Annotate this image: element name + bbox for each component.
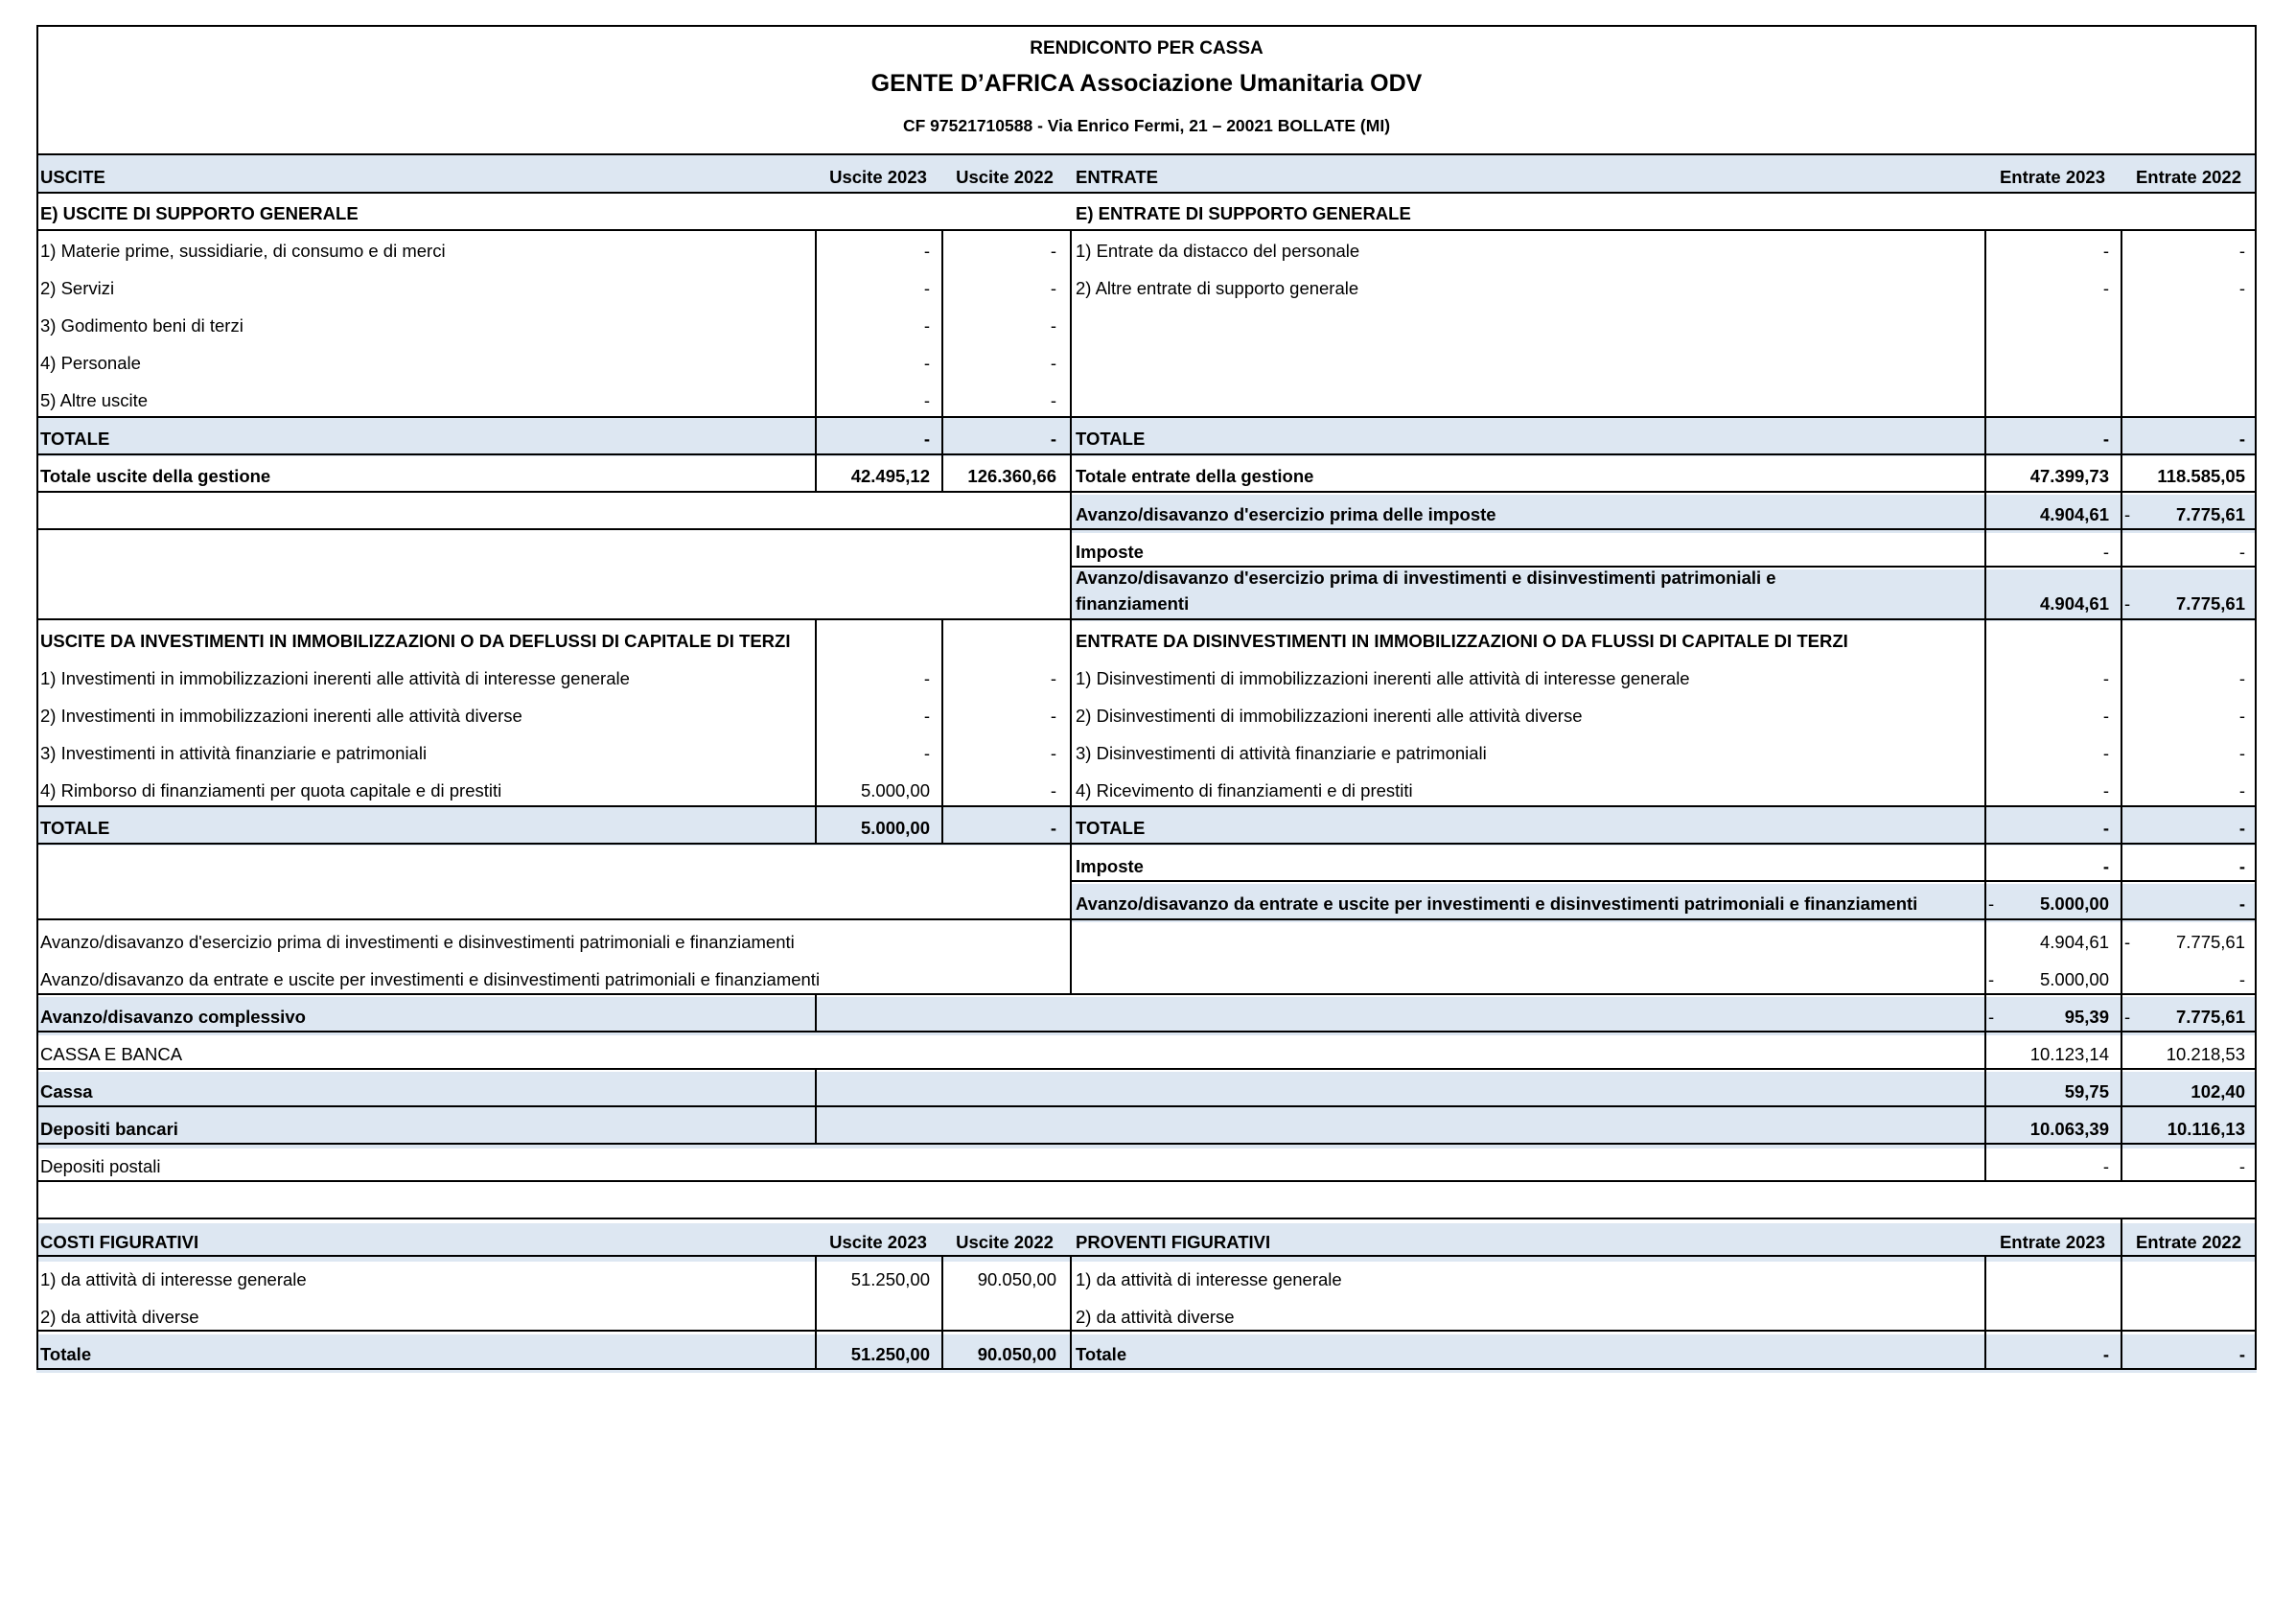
border-bottom xyxy=(36,1368,2257,1370)
e-uscite-item-2-2023: - xyxy=(923,278,930,298)
figurativi-entrate-2023-header: Entrate 2023 xyxy=(1999,1232,2106,1252)
costi-fig-item-2-label: 2) da attività diverse xyxy=(40,1307,199,1327)
inv-entrate-item-1-2023: - xyxy=(2102,668,2109,688)
e-uscite-item-1-2023: - xyxy=(923,241,930,261)
rule-under-totale-inv xyxy=(36,843,2257,845)
band-totale-e xyxy=(36,418,2257,456)
riepilogo-row-1-label: Avanzo/disavanzo d'esercizio prima di investimenti e disinvestimenti patrimoniali e finanziamenti xyxy=(40,932,795,952)
e-uscite-item-5-2022: - xyxy=(1050,390,1056,410)
e-entrate-totale-2023: - xyxy=(2102,429,2109,449)
riepilogo-row-1-2022: 7.775,61 xyxy=(2175,932,2245,952)
avanzo-complessivo-2022: 7.775,61 xyxy=(2175,1007,2245,1027)
rule-under-depositi-bancari xyxy=(36,1143,2257,1145)
cassa-banca-2023: 10.123,14 xyxy=(2029,1044,2109,1064)
avanzo-complessivo-label: Avanzo/disavanzo complessivo xyxy=(40,1007,306,1027)
costi-fig-totale-2023: 51.250,00 xyxy=(850,1344,930,1364)
e-uscite-item-5-2023: - xyxy=(923,390,930,410)
inv-uscite-item-3-2022: - xyxy=(1050,743,1056,763)
inv-entrate-item-2-2023: - xyxy=(2102,706,2109,726)
inv-uscite-item-2-2023: - xyxy=(923,706,930,726)
costi-fig-item-1-2023: 51.250,00 xyxy=(850,1269,930,1289)
avanzo-investimenti-2023-sign: - xyxy=(1988,893,1995,914)
rule-above-totale-inv xyxy=(36,805,2257,807)
cassa-label: Cassa xyxy=(40,1081,93,1102)
inv-uscite-item-3-2023: - xyxy=(923,743,930,763)
col-sep-3-e xyxy=(1070,1255,1072,1370)
col-sep-2-b xyxy=(941,618,943,844)
border-top xyxy=(36,25,2257,27)
organization-name: GENTE D’AFRICA Associazione Umanitaria ODV xyxy=(870,70,1423,97)
avanzo-investimenti-2022: - xyxy=(2238,893,2245,914)
avanzo-prima-imposte-2022: 7.775,61 xyxy=(2175,504,2245,524)
riepilogo-row-2-2022: - xyxy=(2238,969,2245,989)
inv-entrate-item-3-2023: - xyxy=(2102,743,2109,763)
depositi-postali-label: Depositi postali xyxy=(40,1156,161,1176)
riepilogo-row-2-2023: 5.000,00 xyxy=(2039,969,2109,989)
col-sep-2-e xyxy=(941,1255,943,1370)
rule-under-title xyxy=(36,153,2257,155)
riepilogo-row-1-2023: 4.904,61 xyxy=(2039,932,2109,952)
section-e-uscite-title: E) USCITE DI SUPPORTO GENERALE xyxy=(40,203,359,223)
rule-under-avanzo-imposte xyxy=(36,528,2257,530)
col-sep-1-b xyxy=(815,618,817,844)
report-title: RENDICONTO PER CASSA xyxy=(1030,38,1263,58)
rule-above-complessivo xyxy=(36,993,2257,995)
band-cassa xyxy=(36,1072,2257,1110)
costi-fig-totale-label: Totale xyxy=(40,1344,92,1364)
e-uscite-totale-2023: - xyxy=(923,429,930,449)
avanzo-prima-investimenti-label-2: finanziamenti xyxy=(1076,593,1190,614)
imposte-gestione-label: Imposte xyxy=(1076,542,1144,562)
col-uscite: USCITE xyxy=(40,167,105,187)
col-uscite-2023: Uscite 2023 xyxy=(829,167,927,187)
col-sep-4-c xyxy=(1984,918,1986,1181)
rule-above-totale-e xyxy=(36,416,2257,418)
e-uscite-totale-label: TOTALE xyxy=(40,429,110,449)
inv-uscite-item-4-2023: 5.000,00 xyxy=(860,780,930,800)
depositi-bancari-2022: 10.116,13 xyxy=(2167,1119,2245,1139)
cassa-banca-2022: 10.218,53 xyxy=(2166,1044,2245,1064)
e-uscite-totale-2022: - xyxy=(1050,429,1056,449)
organization-address: CF 97521710588 - Via Enrico Fermi, 21 – 20021 BOLLATE (MI) xyxy=(902,116,1391,135)
costi-figurativi-title: COSTI FIGURATIVI xyxy=(40,1232,199,1252)
proventi-fig-item-1-label: 1) da attività di interesse generale xyxy=(1076,1269,1342,1289)
e-uscite-item-3-label: 3) Godimento beni di terzi xyxy=(40,315,243,336)
depositi-postali-2023: - xyxy=(2102,1156,2109,1176)
inv-uscite-totale-2022: - xyxy=(1050,818,1056,838)
inv-entrate-item-1-2022: - xyxy=(2238,668,2245,688)
col-sep-2-a xyxy=(941,229,943,492)
e-uscite-item-2-2022: - xyxy=(1050,278,1056,298)
avanzo-complessivo-2022-sign: - xyxy=(2124,1007,2131,1027)
inv-uscite-totale-label: TOTALE xyxy=(40,818,110,838)
inv-entrate-item-4-label: 4) Ricevimento di finanziamenti e di prestiti xyxy=(1076,780,1413,800)
rule-under-depositi-postali xyxy=(36,1180,2257,1182)
imposte-gestione-2022: - xyxy=(2238,542,2245,562)
cassa-2022: 102,40 xyxy=(2191,1081,2245,1102)
col-sep-1-a xyxy=(815,229,817,492)
rule-under-cassa xyxy=(36,1105,2257,1107)
col-sep-5-c xyxy=(2121,918,2122,1181)
totale-uscite-gestione-2022: 126.360,66 xyxy=(967,466,1056,486)
e-uscite-item-4-2022: - xyxy=(1050,353,1056,373)
border-right xyxy=(2255,25,2257,1370)
inv-entrate-item-3-label: 3) Disinvestimenti di attività finanziarie e patrimoniali xyxy=(1076,743,1487,763)
imposte-investimenti-label: Imposte xyxy=(1076,856,1144,876)
rule-above-figurativi xyxy=(36,1218,2257,1219)
figurativi-uscite-2023-header: Uscite 2023 xyxy=(829,1232,927,1252)
imposte-investimenti-2023: - xyxy=(2102,856,2109,876)
riepilogo-row-2-2023-sign: - xyxy=(1988,969,1995,989)
rule-under-gestione xyxy=(36,491,2257,493)
proventi-fig-item-2-label: 2) da attività diverse xyxy=(1076,1307,1235,1327)
imposte-gestione-2023: - xyxy=(2102,542,2109,562)
rule-under-imposte-inv xyxy=(1072,880,2257,882)
inv-uscite-item-3-label: 3) Investimenti in attività finanziarie e patrimoniali xyxy=(40,743,428,763)
proventi-figurativi-title: PROVENTI FIGURATIVI xyxy=(1076,1232,1271,1252)
col-entrate-2022: Entrate 2022 xyxy=(2135,167,2242,187)
avanzo-prima-imposte-2022-sign: - xyxy=(2124,504,2131,524)
e-entrate-totale-label: TOTALE xyxy=(1076,429,1146,449)
rule-under-totale-e xyxy=(36,453,2257,455)
border-left xyxy=(36,25,38,1370)
avanzo-prima-investimenti-label-1: Avanzo/disavanzo d'esercizio prima di investimenti e disinvestimenti patrimoniali e xyxy=(1076,568,1776,588)
e-uscite-item-4-label: 4) Personale xyxy=(40,353,141,373)
e-uscite-item-2-label: 2) Servizi xyxy=(40,278,115,298)
avanzo-complessivo-2023: 95,39 xyxy=(2064,1007,2109,1027)
e-entrate-item-1-2023: - xyxy=(2102,241,2109,261)
inv-entrate-totale-2022: - xyxy=(2238,818,2245,838)
costi-fig-item-1-label: 1) da attività di interesse generale xyxy=(40,1269,307,1289)
section-e-entrate-title: E) ENTRATE DI SUPPORTO GENERALE xyxy=(1076,203,1411,223)
avanzo-prima-investimenti-2022: 7.775,61 xyxy=(2175,593,2245,614)
rule-above-figurativi-totale xyxy=(36,1330,2257,1332)
col-sep-5-a xyxy=(2121,229,2122,922)
rule-under-figurativi-header xyxy=(36,1255,2257,1257)
inv-entrate-item-2-2022: - xyxy=(2238,706,2245,726)
totale-entrate-gestione-2022: 118.585,05 xyxy=(2157,466,2245,486)
costi-fig-totale-2022: 90.050,00 xyxy=(977,1344,1056,1364)
inv-entrate-item-1-label: 1) Disinvestimenti di immobilizzazioni inerenti alle attività di interesse generale xyxy=(1076,668,1690,688)
rule-under-complessivo xyxy=(36,1031,2257,1032)
investimenti-uscite-title: USCITE DA INVESTIMENTI IN IMMOBILIZZAZIONI O DA DEFLUSSI DI CAPITALE DI TERZI xyxy=(40,631,791,651)
rule-under-section-e xyxy=(36,229,2257,231)
inv-entrate-totale-label: TOTALE xyxy=(1076,818,1146,838)
col-sep-3-a xyxy=(1070,229,1072,922)
avanzo-prima-investimenti-2022-sign: - xyxy=(2124,593,2131,614)
e-entrate-item-1-label: 1) Entrate da distacco del personale xyxy=(1076,241,1360,261)
depositi-bancari-2023: 10.063,39 xyxy=(2029,1119,2109,1139)
proventi-fig-totale-label: Totale xyxy=(1076,1344,1127,1364)
col-entrate: ENTRATE xyxy=(1076,167,1158,187)
cash-report-sheet xyxy=(36,25,2257,1373)
totale-entrate-gestione-2023: 47.399,73 xyxy=(2029,466,2109,486)
col-uscite-2022: Uscite 2022 xyxy=(956,167,1054,187)
figurativi-uscite-2022-header: Uscite 2022 xyxy=(956,1232,1054,1252)
rule-under-avanzo-inv-entrate xyxy=(36,918,2257,920)
band-avanzo-complessivo xyxy=(36,997,2257,1035)
rule-under-headers xyxy=(36,192,2257,194)
rule-under-imposte xyxy=(1072,566,2257,568)
avanzo-prima-imposte-2023: 4.904,61 xyxy=(2039,504,2109,524)
costi-fig-item-1-2022: 90.050,00 xyxy=(977,1269,1056,1289)
inv-uscite-item-1-label: 1) Investimenti in immobilizzazioni inerenti alle attività di interesse generale xyxy=(40,668,630,688)
avanzo-complessivo-2023-sign: - xyxy=(1988,1007,1995,1027)
inv-uscite-item-1-2023: - xyxy=(923,668,930,688)
inv-entrate-totale-2023: - xyxy=(2102,818,2109,838)
investimenti-entrate-title: ENTRATE DA DISINVESTIMENTI IN IMMOBILIZZAZIONI O DA FLUSSI DI CAPITALE DI TERZI xyxy=(1076,631,1848,651)
depositi-postali-2022: - xyxy=(2238,1156,2245,1176)
col-sep-5-e xyxy=(2121,1218,2122,1370)
imposte-investimenti-2022: - xyxy=(2238,856,2245,876)
inv-entrate-item-2-label: 2) Disinvestimenti di immobilizzazioni inerenti alle attività diverse xyxy=(1076,706,1583,726)
riepilogo-row-1-2022-sign: - xyxy=(2124,932,2131,952)
inv-uscite-item-4-2022: - xyxy=(1050,780,1056,800)
e-uscite-item-3-2022: - xyxy=(1050,315,1056,336)
e-uscite-item-5-label: 5) Altre uscite xyxy=(40,390,149,410)
depositi-bancari-label: Depositi bancari xyxy=(40,1119,178,1139)
col-sep-1-d xyxy=(815,1068,817,1144)
band-totale-investimenti xyxy=(36,807,2257,846)
col-sep-3-c xyxy=(1070,918,1072,993)
totale-uscite-gestione-2023: 42.495,12 xyxy=(850,466,930,486)
inv-entrate-item-4-2022: - xyxy=(2238,780,2245,800)
inv-uscite-totale-2023: 5.000,00 xyxy=(860,818,930,838)
rule-under-avanzo-inv xyxy=(36,618,2257,620)
inv-entrate-item-4-2023: - xyxy=(2102,780,2109,800)
e-uscite-item-3-2023: - xyxy=(923,315,930,336)
e-entrate-item-1-2022: - xyxy=(2238,241,2245,261)
totale-uscite-gestione-label: Totale uscite della gestione xyxy=(40,466,271,486)
cassa-2023: 59,75 xyxy=(2064,1081,2109,1102)
inv-entrate-item-3-2022: - xyxy=(2238,743,2245,763)
inv-uscite-item-4-label: 4) Rimborso di finanziamenti per quota capitale e di prestiti xyxy=(40,780,502,800)
col-sep-4-a xyxy=(1984,229,1986,922)
riepilogo-row-2-label: Avanzo/disavanzo da entrate e uscite per investimenti e disinvestimenti patrimoniali e finanziamenti xyxy=(40,969,821,989)
avanzo-investimenti-2023: 5.000,00 xyxy=(2039,893,2109,914)
e-entrate-item-2-label: 2) Altre entrate di supporto generale xyxy=(1076,278,1359,298)
e-entrate-totale-2022: - xyxy=(2238,429,2245,449)
e-uscite-item-1-label: 1) Materie prime, sussidiarie, di consumo e di merci xyxy=(40,241,446,261)
avanzo-investimenti-label: Avanzo/disavanzo da entrate e uscite per investimenti e disinvestimenti patrimoniali e finanziamenti xyxy=(1076,893,1918,914)
cassa-banca-label: CASSA E BANCA xyxy=(40,1044,183,1064)
col-sep-4-e xyxy=(1984,1255,1986,1370)
col-sep-1-e xyxy=(815,1255,817,1370)
proventi-fig-totale-2022: - xyxy=(2238,1344,2245,1364)
col-sep-1-c xyxy=(815,993,817,1032)
col-entrate-2023: Entrate 2023 xyxy=(1999,167,2106,187)
inv-uscite-item-2-label: 2) Investimenti in immobilizzazioni inerenti alle attività diverse xyxy=(40,706,522,726)
inv-uscite-item-1-2022: - xyxy=(1050,668,1056,688)
e-uscite-item-4-2023: - xyxy=(923,353,930,373)
e-entrate-item-2-2023: - xyxy=(2102,278,2109,298)
band-figurativi-totale xyxy=(36,1334,2257,1373)
figurativi-entrate-2022-header: Entrate 2022 xyxy=(2135,1232,2242,1252)
inv-uscite-item-2-2022: - xyxy=(1050,706,1056,726)
e-entrate-item-2-2022: - xyxy=(2238,278,2245,298)
avanzo-prima-imposte-label: Avanzo/disavanzo d'esercizio prima delle imposte xyxy=(1076,504,1496,524)
rule-under-cassa-banca xyxy=(36,1068,2257,1070)
proventi-fig-totale-2023: - xyxy=(2102,1344,2109,1364)
avanzo-prima-investimenti-2023: 4.904,61 xyxy=(2039,593,2109,614)
totale-entrate-gestione-label: Totale entrate della gestione xyxy=(1076,466,1314,486)
e-uscite-item-1-2022: - xyxy=(1050,241,1056,261)
